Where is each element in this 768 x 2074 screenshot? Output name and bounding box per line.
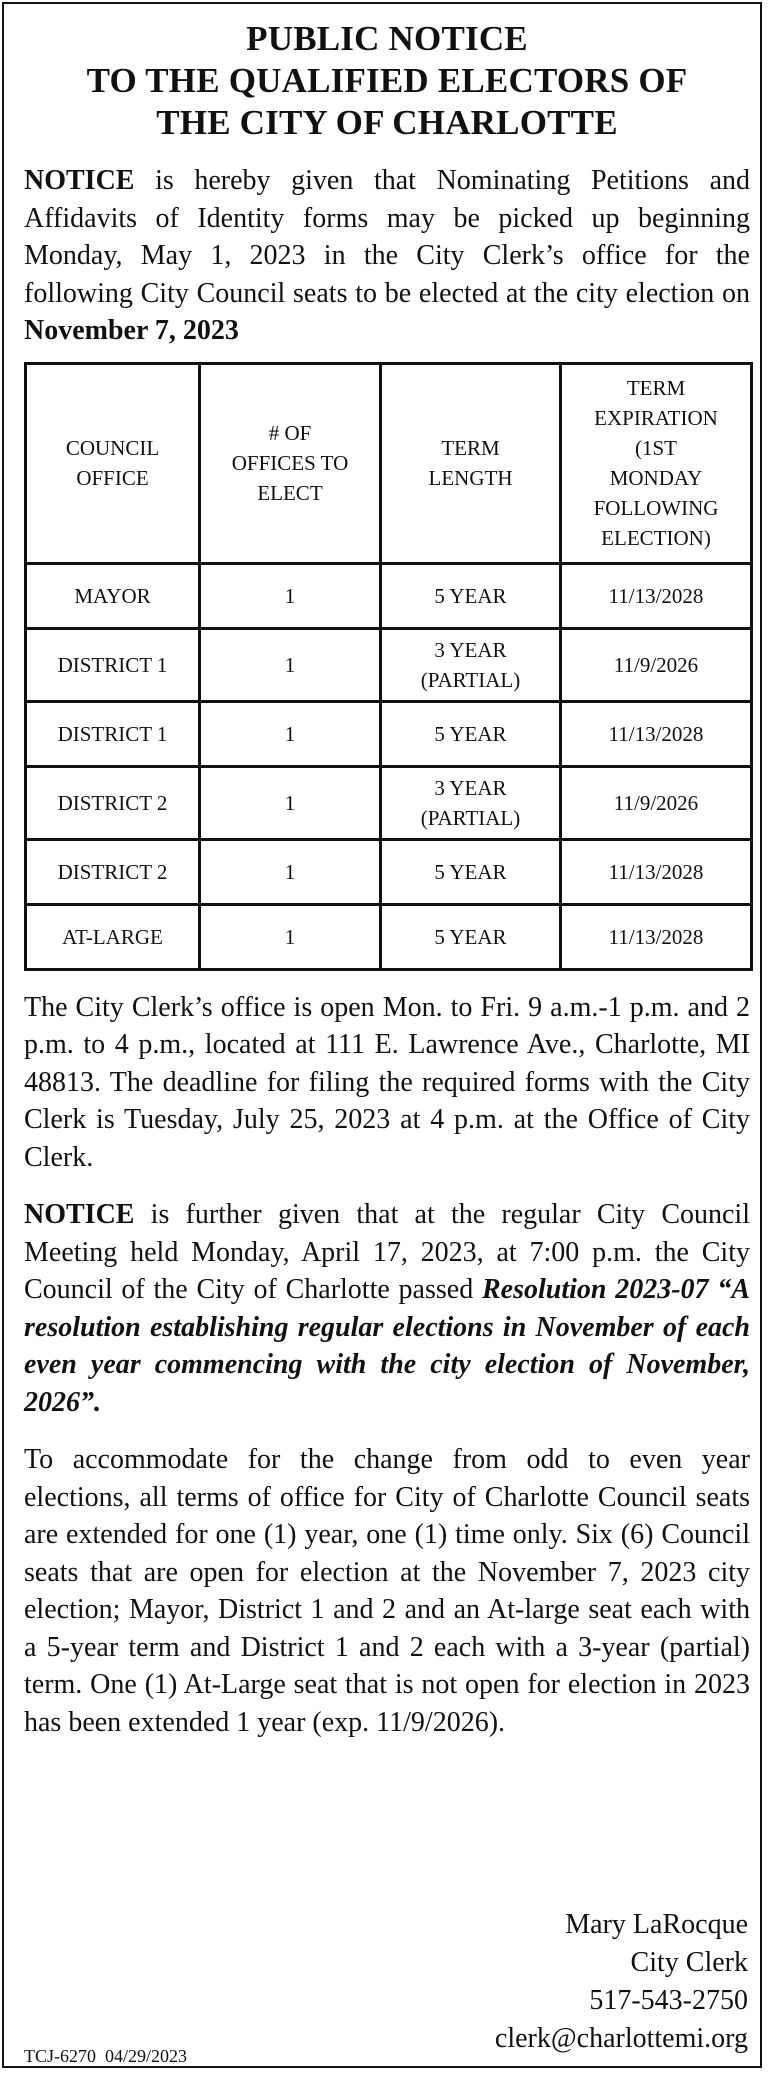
cell-office: MAYOR: [26, 563, 200, 628]
title-line-3: THE CITY OF CHARLOTTE: [156, 103, 618, 142]
cell-office: DISTRICT 2: [26, 839, 200, 904]
cell-office: DISTRICT 1: [26, 701, 200, 766]
cell-expires: 11/9/2026: [561, 628, 752, 701]
cell-term: 3 YEAR (PARTIAL): [381, 766, 561, 839]
resolution-lead: NOTICE: [24, 1199, 135, 1230]
council-seats-table: [24, 362, 753, 971]
cell-office: AT-LARGE: [26, 904, 200, 969]
signature-block: [495, 1906, 748, 2058]
header-term-expiration: TERM EXPIRATION (1ST MONDAY FOLLOWING ELECTION): [561, 363, 752, 563]
table-header-row: [26, 363, 752, 563]
notice-content: [24, 18, 751, 2066]
intro-paragraph: [24, 162, 750, 350]
intro-text: is hereby given that Nominating Petitions and Affidavits of Identity forms may be picked up beginning Monday, May 1, 2023 in the City Clerk’s office for the following City Council seats to be elected at the city election on: [24, 165, 750, 309]
clerk-phone: 517-543-2750: [589, 1985, 748, 2016]
cell-count: 1: [200, 628, 381, 701]
cell-count: 1: [200, 766, 381, 839]
cell-count: 1: [200, 839, 381, 904]
cell-expires: 11/13/2028: [561, 839, 752, 904]
election-date: November 7, 2023: [24, 315, 239, 346]
table-row: [26, 839, 752, 904]
clerk-title: City Clerk: [630, 1947, 748, 1978]
cell-term: 5 YEAR: [381, 701, 561, 766]
cell-office: DISTRICT 2: [26, 766, 200, 839]
header-term-length: TERM LENGTH: [381, 363, 561, 563]
table-row: [26, 904, 752, 969]
cell-expires: 11/13/2028: [561, 701, 752, 766]
table-row: [26, 766, 752, 839]
resolution-text: is further given that at the regular City Council Meeting held Monday, April 17, 2023, at 7:00 p.m. the City Council of the City of Charlotte passed: [24, 1199, 750, 1305]
cell-count: 1: [200, 563, 381, 628]
notice-frame: [2, 2, 762, 2068]
table-row: [26, 628, 752, 701]
cell-expires: 11/9/2026: [561, 766, 752, 839]
table-row: [26, 563, 752, 628]
intro-lead: NOTICE: [24, 165, 135, 196]
clerk-email: clerk@charlottemi.org: [494, 2023, 748, 2054]
term-extension-paragraph: To accommodate for the change from odd to even year elections, all terms of office for City of Charlotte Council seats are extended for one (1) year, one (1) time only. Six (6) Council seats that are open for election at the November 7, 2023 city election; Mayor, District 1 and 2 and an At-large seat each with a 5-year term and District 1 and 2 each with a 3-year (partial) term. One (1) At-Large seat that is not open for election in 2023 has been extended 1 year (exp. 11/9/2026).: [24, 1444, 750, 1738]
cell-count: 1: [200, 701, 381, 766]
resolution-title: Resolution 2023-07 “A resolution establishing regular elections in November of each even year commencing with the city election of November, 2026”.: [24, 1274, 751, 1418]
title-line-1: PUBLIC NOTICE: [246, 19, 528, 58]
title-line-2: TO THE QUALIFIED ELECTORS OF: [86, 61, 688, 100]
cell-term: 5 YEAR: [381, 563, 561, 628]
cell-term: 5 YEAR: [381, 904, 561, 969]
resolution-paragraph: [24, 1196, 750, 1421]
cell-expires: 11/13/2028: [561, 563, 752, 628]
office-hours-paragraph: The City Clerk’s office is open Mon. to Fri. 9 a.m.-1 p.m. and 2 p.m. to 4 p.m., located at 111 E. Lawrence Ave., Charlotte, MI 48813. The deadline for filing the required forms with the City Clerk is Tuesday, July 25, 2023 at 4 p.m. at the Office of City Clerk.: [24, 991, 750, 1173]
publication-code: TCJ-6270 04/29/2023: [24, 2046, 188, 2066]
cell-count: 1: [200, 904, 381, 969]
cell-expires: 11/13/2028: [561, 904, 752, 969]
cell-term: 5 YEAR: [381, 839, 561, 904]
header-offices-to-elect: # OF OFFICES TO ELECT: [200, 363, 381, 563]
header-council-office: COUNCIL OFFICE: [26, 363, 200, 563]
notice-title: [24, 18, 750, 144]
cell-office: DISTRICT 1: [26, 628, 200, 701]
table-row: [26, 701, 752, 766]
clerk-name: Mary LaRocque: [565, 1909, 748, 1940]
cell-term: 3 YEAR (PARTIAL): [381, 628, 561, 701]
